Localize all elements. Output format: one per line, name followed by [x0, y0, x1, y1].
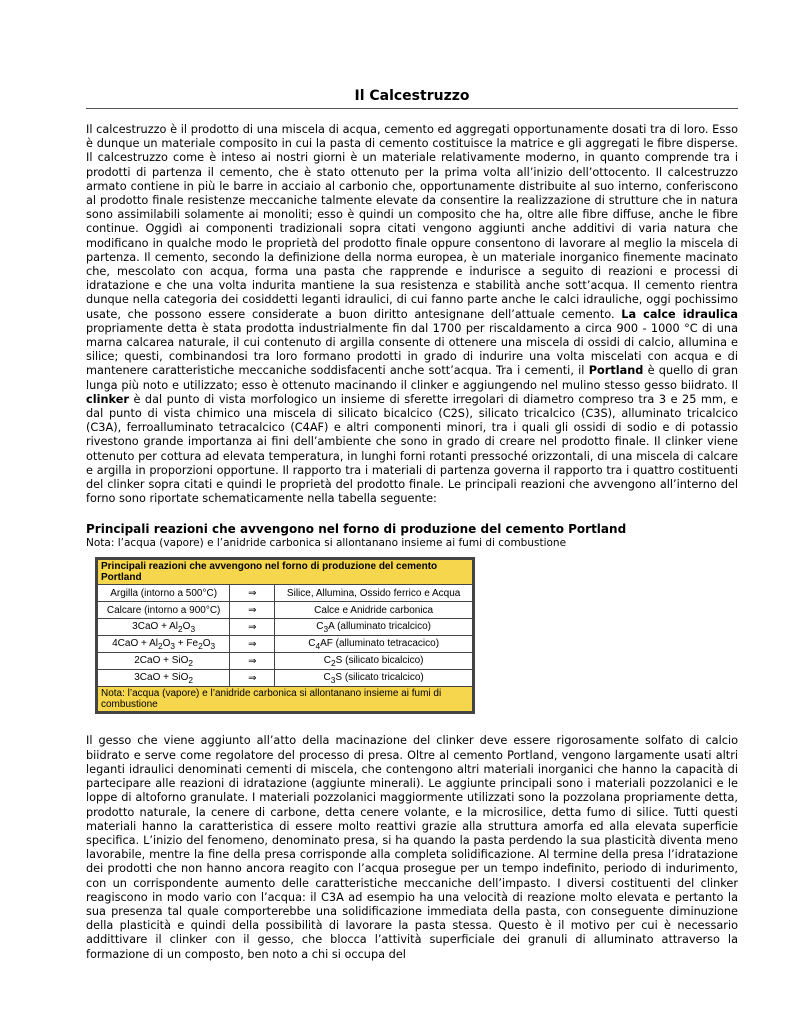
- product-cell: [275, 585, 473, 602]
- subscript: 3: [330, 674, 336, 685]
- formula-text: Calcare (intorno a 900°C): [106, 604, 221, 616]
- subscript: 2: [178, 623, 183, 634]
- subscript: 2: [157, 640, 163, 651]
- formula-text: O: [162, 637, 171, 649]
- gypsum-paragraph: Il gesso che viene aggiunto all’atto della macinazione del clinker deve essere rigorosamente solfato di calcio biidrato e serve come regolatore del processo di presa. Oltre al cemento Portland, vengono largamente usati altri leganti idraulici denominati cementi di miscela, che contengono altri materiali inorganici che hanno la capacità di partecipare alle reazioni di idratazione (aggiunte minerali). Le aggiunte principali sono i materiali pozzolanici e le loppe di altoforno granulate. I materiali pozzolanici maggiormente utilizzati sono la pozzolana propriamente detta, prodotto naturale, la cenere di carbone, detta cenere volante, e la microsilice, detta fumo di silice. Tutti questi materiali hanno la caratteristica di essere molto reattivi grazie alla struttura amorfa ed alla elevata superficie specifica. L’inizio del fenomeno, denominato presa, si ha quando la pasta perdendo la sua plasticità diventa meno lavorabile, mentre la fine della presa corrisponde alla completa solidificazione. Al termine della presa l’idratazione dei prodotti che non hanno ancora reagito con l’acqua prosegue per un tempo indefinito, periodo di indurimento, con un corrispondente aumento delle caratteristiche meccaniche dell’impasto. I diversi costituenti del clinker reagiscono in modo vario con l’acqua: il C3A ad esempio ha una velocità di reazione molto elevata e pertanto la sua presenza tal quale comporterebbe una solidificazione immediata della pasta, con conseguente diminuzione della plasticità e quindi della possibilità di lavorare la pasta stessa. Questo è il motivo per cui è necessario addittivare il clinker con il gesso, che blocca l’attività superficiale dei granuli di alluminato attraverso la formazione di un composto, ben noto a chi si occupa del: [86, 734, 738, 961]
- table-footer: Nota: l’acqua (vapore) e l’anidride carbonica si allontanano insieme ai fumi di combustione: [98, 687, 473, 712]
- formula-text: A (alluminato tricalcico): [328, 620, 431, 632]
- formula-text: Calce e Anidride carbonica: [314, 604, 434, 616]
- reactant-cell: [98, 636, 230, 653]
- bold-term: La calce idraulica: [621, 307, 738, 321]
- table-row: [98, 636, 473, 653]
- formula-text: C: [323, 654, 332, 666]
- subscript: 3: [210, 640, 216, 651]
- product-cell: [275, 619, 473, 636]
- subscript: 3: [170, 640, 176, 651]
- subscript: 2: [188, 674, 194, 685]
- subscript: 3: [190, 623, 196, 634]
- reactant-cell: [98, 585, 230, 602]
- formula-text: S (silicato tricalcico): [335, 671, 424, 683]
- section-heading: Principali reazioni che avvengono nel forno di produzione del cemento Portland: [86, 522, 627, 537]
- product-cell: [275, 670, 473, 687]
- arrow-icon: ⇒: [230, 670, 275, 687]
- formula-text: + Fe: [175, 637, 199, 649]
- reactant-cell: [98, 619, 230, 636]
- arrow-icon: ⇒: [230, 585, 275, 602]
- text-run: Il calcestruzzo è il prodotto di una miscela di acqua, cemento ed aggregati opportunamente dosati tra di loro. Esso è dunque un materiale composito in cui la pasta di cemento costituisce la matrice e gli aggregati le fibre disperse. Il calcestruzzo come è inteso ai nostri giorni è un materiale relativamente moderno, in quanto comprende tra i prodotti di partenza il cemento, che è stato ottenuto per la prima volta all’inizio dell’ottocento. Il calcestruzzo armato contiene in più le barre in acciaio al carbonio che, opportunamente distribuite al suo interno, conferiscono al prodotto finale resistenze meccaniche talmente elevate da consentire la realizzazione di strutture che in natura sono assimilabili solamente ai monoliti; esso è quindi un composito che ha, oltre alle fibre diffuse, anche le fibre continue. Oggidì ai componenti tradizionali sopra citati vengono aggiunti anche additivi di varia natura che modificano in qualche modo le proprietà del prodotto finale oppure consentono di lavorare al meglio la miscela di partenza. Il cemento, secondo la definizione della norma europea, è un materiale inorganico finemente macinato che, mescolato con acqua, forma una pasta che rapprende e indurisce a seguito di reazioni e processi di idratazione e che una volta indurita mantiene la sua resistenza e stabilità anche sott’acqua. Il cemento rientra dunque nella categoria dei cosiddetti leganti idraulici, di cui fanno parte anche le calci idrauliche, oggi pochissimo usate, che possono essere considerate a buon diritto antesignane dell’attuale cemento.: [86, 123, 738, 321]
- bold-term: Portland: [588, 364, 644, 378]
- arrow-icon: ⇒: [230, 653, 275, 670]
- subscript: 2: [331, 657, 336, 668]
- document-page: [86, 88, 738, 962]
- subscript: 2: [198, 640, 203, 651]
- bold-term: clinker: [86, 392, 129, 406]
- arrow-icon: ⇒: [230, 602, 275, 619]
- subscript: 2: [188, 657, 194, 668]
- formula-text: 3CaO + Al: [132, 620, 179, 632]
- text-run: è quello di gran lunga più noto e utilizzato; esso è ottenuto macinando il clinker e aggiungendo nel mulino stesso gesso biidrato. Il: [86, 364, 738, 392]
- arrow-icon: ⇒: [230, 636, 275, 653]
- formula-text: 2CaO + SiO: [134, 654, 189, 666]
- reactions-table: [95, 557, 475, 714]
- formula-text: Argilla (intorno a 500°C): [110, 587, 218, 599]
- product-cell: [275, 636, 473, 653]
- intro-paragraph: [86, 123, 738, 506]
- page-title: Il Calcestruzzo: [86, 88, 738, 109]
- text-run: propriamente detta è stata prodotta industrialmente fin dal 1700 per riscaldamento a circa 900 - 1000 °C di una marna calcarea naturale, il cui contenuto di argilla consente di ottenere una miscela di ossidi di calcio, allumina e silice; questi, combinandosi tra loro formano prodotti in grado di indurire una volta miscelati con acqua e di mantenere caratteristiche meccaniche soddisfacenti anche sott’acqua. Tra i cementi, il: [86, 321, 738, 378]
- formula-text: AF (alluminato tetracacico): [320, 637, 440, 649]
- subscript: 4: [315, 640, 321, 651]
- table-header: Principali reazioni che avvengono nel forno di produzione del cemento Portland: [98, 560, 473, 585]
- formula-text: 4CaO + Al: [112, 637, 158, 649]
- formula-text: C: [308, 637, 316, 649]
- section-note: Nota: l’acqua (vapore) e l’anidride carbonica si allontanano insieme ai fumi di combustione: [86, 537, 567, 550]
- product-cell: [275, 653, 473, 670]
- table-row: [98, 619, 473, 636]
- table-header-row: [98, 560, 473, 585]
- product-cell: [275, 602, 473, 619]
- subscript: 3: [323, 623, 329, 634]
- formula-text: C: [323, 671, 331, 683]
- formula-text: O: [182, 620, 191, 632]
- table-row: [98, 602, 473, 619]
- reactant-cell: [98, 602, 230, 619]
- formula-text: C: [316, 620, 324, 632]
- arrow-icon: ⇒: [230, 619, 275, 636]
- text-run: è dal punto di vista morfologico un insieme di sferette irregolari di diametro compreso tra 3 e 25 mm, e dal punto di vista chimico una miscela di silicato bicalcico (C2S), silicato tricalcico (C3S), alluminato tricalcico (C3A), ferroalluminato tetracalcico (C4AF) e altri componenti minori, tra i quali gli ossidi di sodio e di potassio rivestono grande importanza ai fini dell’ambiente che sono in grado di creare nel prodotto finale. Il clinker viene ottenuto per cottura ad elevata temperatura, in lunghi forni rotanti pressoché orizzontali, di una miscela di calcare e argilla in proporzioni opportune. Il rapporto tra i materiali di partenza governa il rapporto tra i quattro costituenti del clinker sopra citati e quindi le proprietà del prodotto finale. Le principali reazioni che avvengono all’interno del forno sono riportate schematicamente nella tabella seguente:: [86, 392, 738, 506]
- formula-text: Silice, Allumina, Ossido ferrico e Acqua: [286, 587, 461, 599]
- table-row: [98, 670, 473, 687]
- table-row: [98, 585, 473, 602]
- reactant-cell: [98, 653, 230, 670]
- formula-text: 3CaO + SiO: [134, 671, 189, 683]
- formula-text: S (silicato bicalcico): [335, 654, 424, 666]
- table-footer-row: [98, 687, 473, 712]
- formula-text: O: [202, 637, 211, 649]
- reactant-cell: [98, 670, 230, 687]
- table-row: [98, 653, 473, 670]
